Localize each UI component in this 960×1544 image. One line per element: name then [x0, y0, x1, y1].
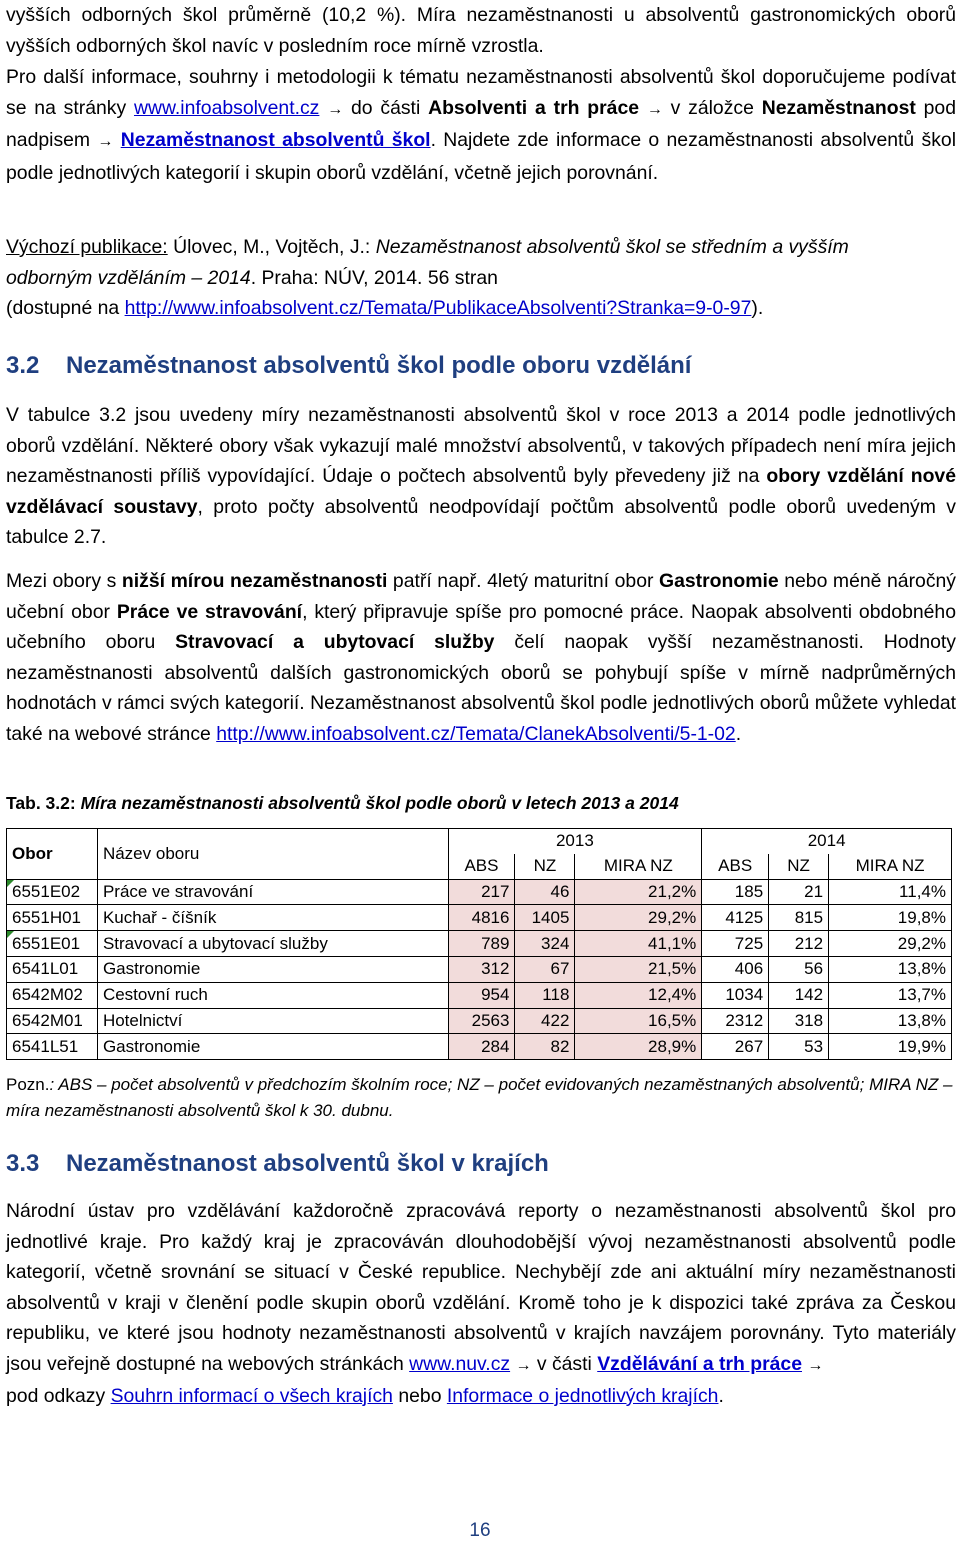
cell-mira-2014: 13,8%: [829, 956, 952, 982]
cell-abs-2014: 2312: [702, 1008, 769, 1034]
cell-abs-2013: 284: [448, 1034, 515, 1060]
link-informace-kraje[interactable]: Informace o jednotlivých krajích: [446, 1385, 719, 1407]
table-row: [7, 1034, 952, 1060]
cell-obor: 6551H01: [7, 905, 98, 931]
cell-nazev: Gastronomie: [97, 1034, 448, 1060]
cell-abs-2014: 725: [702, 931, 769, 957]
cell-obor: 6541L01: [7, 956, 98, 982]
link-nuv[interactable]: www.nuv.cz: [409, 1352, 511, 1375]
cell-abs-2013: 954: [448, 982, 515, 1008]
paragraph-kraje: [6, 1196, 956, 1412]
cell-obor: 6542M01: [7, 1008, 98, 1034]
cell-abs-2014: 185: [702, 879, 769, 905]
heading-3-2: [6, 352, 691, 380]
caption-text: Míra nezaměstnanosti absolventů škol podle oborů v letech 2013 a 2014: [75, 793, 679, 813]
cell-nz-2013: 46: [515, 879, 575, 905]
heading-number: 3.3: [6, 1150, 40, 1177]
arrow-icon: →: [97, 133, 114, 150]
heading-3-3: [6, 1150, 549, 1178]
cell-nz-2014: 142: [769, 982, 829, 1008]
cell-nazev: Kuchař - číšník: [97, 905, 448, 931]
page-number: 16: [469, 1520, 491, 1541]
cell-mira-2014: 19,9%: [829, 1034, 952, 1060]
link-clanek[interactable]: http://www.infoabsolvent.cz/Temata/ClanekAbsolventi/5-1-02: [216, 722, 736, 745]
text: Národní ústav pro vzdělávání každoročně zpracovává reporty o nezaměstnanosti absolventů škol pro jednotlivé kraje. Pro každý kraj je zpracováván dlouhodobější vývoj nezaměstnanosti absolventů podle kategorií, včetně srovnání se situací v České republice. Nechybějí zde ani aktuální míry nezaměstnanosti absolventů v kraji v členění podle skupin oborů vzdělání. Kromě toho je k dispozici také zpráva za Českou republiku, ve které jsou hodnoty nezaměstnanosti absolventů v krajích navzájem porovnány. Tyto materiály jsou veřejně dostupné na webových stránkách: [6, 1200, 956, 1375]
heading-title: Nezaměstnanost absolventů škol v krajích: [66, 1150, 549, 1177]
paragraph-obory: [6, 566, 956, 749]
cell-mira-2013: 28,9%: [575, 1034, 702, 1060]
heading-number: 3.2: [6, 352, 40, 379]
bold-nezamestnanost: Nezaměstnanost: [761, 96, 916, 119]
text: .: [718, 1385, 724, 1407]
text: , který připravuje spíše pro pomocné práce. Naopak absolventi obdobného učebního oboru: [6, 600, 956, 653]
bold: Gastronomie: [659, 570, 779, 592]
pub-authors: Úlovec, M., Vojtěch, J.:: [167, 236, 376, 258]
bold-obory: obory vzdělání nové vzdělávací soustavy: [6, 465, 956, 518]
arrow-icon: →: [327, 100, 344, 118]
cell-nz-2013: 67: [515, 956, 575, 982]
caption-label: Tab. 3.2:: [6, 793, 76, 813]
header-mira: MIRA NZ: [575, 854, 702, 879]
paragraph-intro: vyšších odborných škol průměrně (10,2 %). Míra nezaměstnanosti u absolventů gastronomických oborů vyšších odborných škol navíc v posledním roce mírně vzrostla.: [6, 4, 956, 57]
pub-title: Nezaměstnanost absolventů škol se středním a vyšším odborným vzděláním – 2014: [6, 236, 849, 289]
cell-nz-2013: 422: [515, 1008, 575, 1034]
cell-obor: [7, 931, 98, 957]
bold: Práce ve stravování: [116, 600, 303, 623]
arrow-icon: →: [807, 1356, 824, 1374]
table-row: [7, 982, 952, 1008]
error-indicator-icon: [7, 931, 14, 938]
text: , proto počty absolventů neodpovídají počtům absolventů podle oborů uvedeným v tabulce 2.7.: [6, 495, 956, 548]
header-mira: MIRA NZ: [829, 854, 952, 879]
text: V tabulce 3.2 jsou uvedeny míry nezaměstnanosti absolventů škol v roce 2013 a 2014 podle jednotlivých oborů vzdělání. Některé obory však vykazují malé množství absolventů, v takových případech není míra jejich nezaměstnanosti příliš vypovídající. Údaje o počtech absolventů byly převedeny již na: [6, 404, 956, 487]
table-row: [7, 931, 952, 957]
cell-nz-2014: 212: [769, 931, 829, 957]
cell-obor: 6541L51: [7, 1034, 98, 1060]
cell-nz-2013: 324: [515, 931, 575, 957]
cell-nazev: Práce ve stravování: [97, 879, 448, 905]
cell-nz-2014: 53: [769, 1034, 829, 1060]
link-nezamestnanost-absolventu[interactable]: Nezaměstnanost absolventů škol: [120, 129, 431, 151]
cell-abs-2014: 406: [702, 956, 769, 982]
header-nz: NZ: [515, 854, 575, 879]
cell-mira-2014: 19,8%: [829, 905, 952, 931]
table-row: [7, 905, 952, 931]
cell-abs-2013: 789: [448, 931, 515, 957]
table-row: [7, 956, 952, 982]
text: . Najdete zde informace o nezaměstnanosti absolventů škol podle jednotlivých kategorií i skupin oborů vzdělání, včetně jejich porovnání.: [6, 129, 956, 184]
header-row: [7, 829, 952, 854]
heading-title: Nezaměstnanost absolventů škol podle oboru vzdělání: [66, 352, 692, 379]
text: (dostupné na: [6, 297, 125, 319]
header-year-2013: 2013: [448, 829, 702, 854]
header-obor: Obor: [7, 829, 98, 880]
cell-abs-2014: 267: [702, 1034, 769, 1060]
cell-abs-2013: 217: [448, 879, 515, 905]
cell-nz-2014: 56: [769, 956, 829, 982]
header-year-2014: 2014: [702, 829, 952, 854]
cell-mira-2014: 13,8%: [829, 1008, 952, 1034]
link-souhrn-kraje[interactable]: Souhrn informací o všech krajích: [110, 1385, 393, 1407]
header-nz: NZ: [769, 854, 829, 879]
cell-abs-2014: 4125: [702, 905, 769, 931]
cell-text: 6551E02: [12, 881, 81, 901]
paragraph-table-intro: [6, 400, 956, 553]
bold-absolventi: Absolventi a trh práce: [428, 96, 640, 119]
cell-abs-2014: 1034: [702, 982, 769, 1008]
cell-nz-2014: 815: [769, 905, 829, 931]
text: čelí naopak vyšší nezaměstnanosti. Hodnoty nezaměstnanosti absolventů dalších gastronomických oborů se pohybují spíše v mírně nadprůměrných hodnotách v rámci svých kategorií. Nezaměstnanost absolventů škol podle jednotlivých oborů můžete vyhledat také na webové stránce: [6, 631, 956, 745]
bold: Stravovací a ubytovací služby: [175, 631, 495, 653]
text: .: [735, 722, 742, 745]
text: nebo méně náročný učební obor: [6, 570, 957, 623]
error-indicator-icon: [7, 880, 14, 887]
cell-nazev: Hotelnictví: [97, 1008, 448, 1034]
table-note: [6, 1072, 956, 1124]
cell-abs-2013: 2563: [448, 1008, 515, 1034]
cell-obor: 6542M02: [7, 982, 98, 1008]
text: patří např. 4letý maturitní obor: [387, 570, 660, 592]
cell-nz-2013: 1405: [515, 905, 575, 931]
link-vzdelavani-trh-prace[interactable]: Vzdělávání a trh práce: [597, 1352, 802, 1375]
link-infoabsolvent[interactable]: www.infoabsolvent.cz: [133, 96, 320, 119]
pub-label: Výchozí publikace:: [6, 236, 168, 258]
cell-nz-2013: 82: [515, 1034, 575, 1060]
text: do části: [343, 96, 429, 119]
cell-mira-2013: 21,2%: [575, 879, 702, 905]
link-publikace[interactable]: http://www.infoabsolvent.cz/Temata/PublikaceAbsolventi?Stranka=9-0-97: [124, 297, 752, 319]
text: nebo: [392, 1385, 447, 1407]
cell-mira-2013: 21,5%: [575, 956, 702, 982]
cell-mira-2013: 16,5%: [575, 1008, 702, 1034]
cell-nz-2013: 118: [515, 982, 575, 1008]
cell-nz-2014: 21: [769, 879, 829, 905]
header-abs: ABS: [702, 854, 769, 879]
table-caption: [6, 793, 679, 814]
cell-mira-2013: 41,1%: [575, 931, 702, 957]
cell-nazev: Gastronomie: [97, 956, 448, 982]
text: pod nadpisem: [6, 96, 956, 151]
table-row: [7, 1008, 952, 1034]
cell-mira-2013: 12,4%: [575, 982, 702, 1008]
paragraph-info: [6, 62, 956, 188]
header-nazev: Název oboru: [97, 829, 448, 880]
bold: nižší mírou nezaměstnanosti: [121, 570, 388, 592]
arrow-icon: →: [515, 1356, 532, 1374]
cell-abs-2013: 4816: [448, 905, 515, 931]
arrow-icon: →: [646, 100, 663, 118]
paragraph-publication: [6, 232, 926, 324]
cell-text: 6551E01: [12, 933, 81, 953]
cell-mira-2014: 11,4%: [829, 879, 952, 905]
cell-nazev: Cestovní ruch: [97, 982, 448, 1008]
header-abs: ABS: [448, 854, 515, 879]
cell-obor: [7, 879, 98, 905]
cell-mira-2013: 29,2%: [575, 905, 702, 931]
cell-abs-2013: 312: [448, 956, 515, 982]
cell-nz-2014: 318: [769, 1008, 829, 1034]
table-row: [7, 879, 952, 905]
cell-nazev: Stravovací a ubytovací služby: [97, 931, 448, 957]
cell-mira-2014: 13,7%: [829, 982, 952, 1008]
text: Pro další informace, souhrny i metodologii k tématu nezaměstnanosti absolventů škol doporučujeme podívat se na stránky: [6, 66, 956, 119]
note-text: : ABS – počet absolventů v předchozím školním roce; NZ – počet evidovaných nezaměstnaných absolventů; MIRA NZ – míra nezaměstnanosti absolventů škol k 30. dubnu.: [6, 1075, 953, 1120]
text: ).: [751, 297, 764, 319]
text: Mezi obory s: [6, 570, 122, 592]
pub-rest: . Praha: NÚV, 2014. 56 stran: [250, 266, 498, 289]
text: pod odkazy: [6, 1385, 111, 1407]
text: v záložce: [662, 96, 762, 119]
data-table: [6, 828, 952, 1060]
text: v části: [531, 1352, 598, 1375]
note-label: Pozn.: [6, 1075, 50, 1094]
cell-mira-2014: 29,2%: [829, 931, 952, 957]
